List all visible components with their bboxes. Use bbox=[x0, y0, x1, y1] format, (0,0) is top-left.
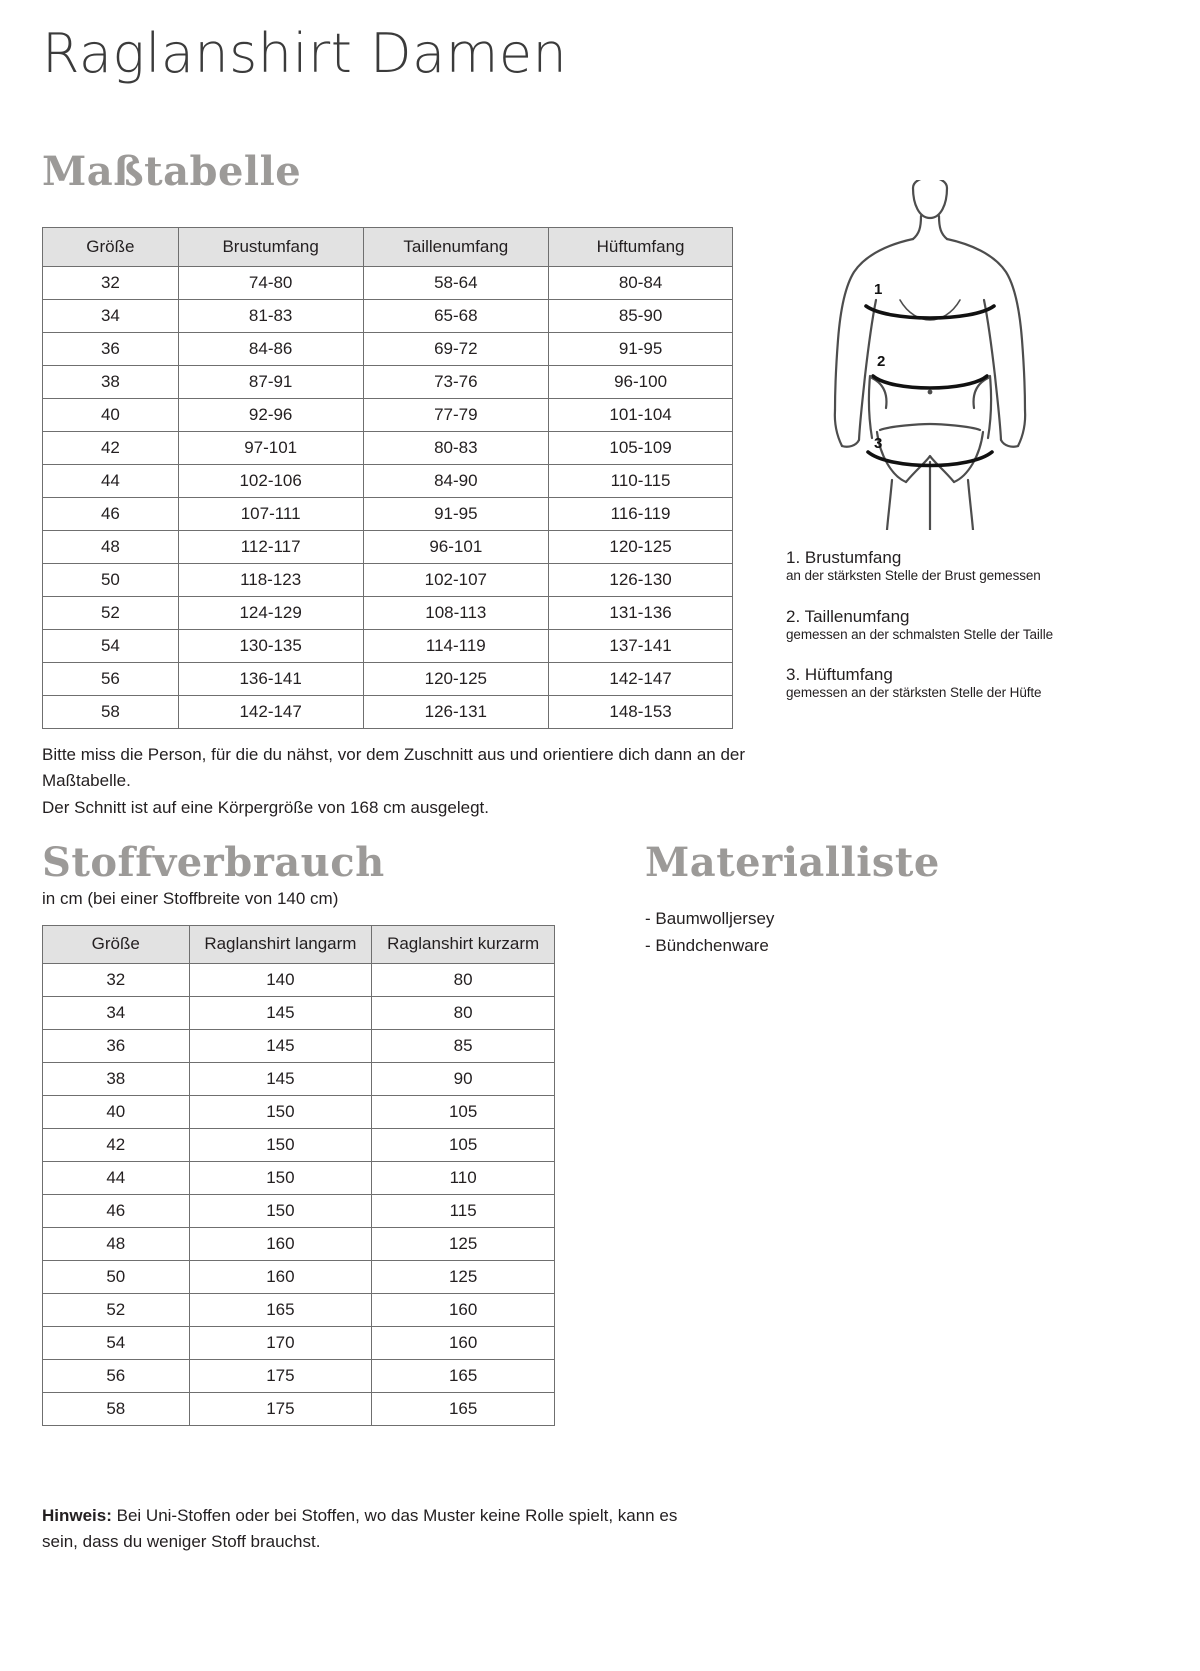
cell-groesse: 46 bbox=[43, 1194, 190, 1227]
cell-huefte: 137-141 bbox=[549, 630, 733, 663]
cell-huefte: 116-119 bbox=[549, 498, 733, 531]
cell-kurzarm: 165 bbox=[372, 1359, 555, 1392]
cell-groesse: 52 bbox=[43, 1293, 190, 1326]
column-header-kurzarm: Raglanshirt kurzarm bbox=[372, 926, 555, 964]
table-row bbox=[43, 597, 733, 630]
cell-huefte: 85-90 bbox=[549, 300, 733, 333]
cell-groesse: 42 bbox=[43, 432, 179, 465]
measure-note bbox=[42, 742, 762, 821]
cell-groesse: 58 bbox=[43, 1392, 190, 1425]
page-title: Raglanshirt Damen bbox=[42, 22, 568, 85]
cell-brust: 102-106 bbox=[178, 465, 363, 498]
table-row bbox=[43, 1359, 555, 1392]
cell-kurzarm: 125 bbox=[372, 1227, 555, 1260]
cell-kurzarm: 80 bbox=[372, 996, 555, 1029]
column-header-taillenumfang: Taillenumfang bbox=[363, 228, 549, 267]
cell-taille: 91-95 bbox=[363, 498, 549, 531]
cell-kurzarm: 110 bbox=[372, 1161, 555, 1194]
cell-langarm: 175 bbox=[189, 1359, 372, 1392]
cell-langarm: 165 bbox=[189, 1293, 372, 1326]
cell-huefte: 101-104 bbox=[549, 399, 733, 432]
cell-taille: 114-119 bbox=[363, 630, 549, 663]
cell-langarm: 150 bbox=[189, 1095, 372, 1128]
cell-taille: 120-125 bbox=[363, 663, 549, 696]
hinweis-label: Hinweis: bbox=[42, 1506, 112, 1525]
table-row bbox=[43, 1326, 555, 1359]
measure-note-line-1: Bitte miss die Person, für die du nähst, vor dem Zuschnitt aus und orientiere dich dann an der Maßtabelle. bbox=[42, 745, 746, 791]
figure-marker-3: 3 bbox=[874, 435, 883, 452]
size-chart-table bbox=[42, 227, 733, 729]
section-heading-materialliste: Materialliste bbox=[645, 839, 940, 886]
cell-kurzarm: 160 bbox=[372, 1293, 555, 1326]
cell-huefte: 126-130 bbox=[549, 564, 733, 597]
table-row bbox=[43, 300, 733, 333]
cell-brust: 84-86 bbox=[178, 333, 363, 366]
table-row bbox=[43, 1260, 555, 1293]
cell-langarm: 175 bbox=[189, 1392, 372, 1425]
cell-groesse: 36 bbox=[43, 333, 179, 366]
cell-langarm: 150 bbox=[189, 1161, 372, 1194]
cell-brust: 124-129 bbox=[178, 597, 363, 630]
cell-brust: 92-96 bbox=[178, 399, 363, 432]
cell-kurzarm: 125 bbox=[372, 1260, 555, 1293]
cell-huefte: 80-84 bbox=[549, 267, 733, 300]
legend-title: 3. Hüftumfang bbox=[786, 665, 893, 684]
table-header-row bbox=[43, 228, 733, 267]
legend-subtitle: an der stärksten Stelle der Brust gemessen bbox=[786, 568, 1041, 584]
cell-huefte: 131-136 bbox=[549, 597, 733, 630]
cell-brust: 87-91 bbox=[178, 366, 363, 399]
column-header-brustumfang: Brustumfang bbox=[178, 228, 363, 267]
section-heading-masstabelle: Maßtabelle bbox=[42, 148, 302, 195]
legend-subtitle: gemessen an der stärksten Stelle der Hüfte bbox=[786, 685, 1042, 701]
cell-kurzarm: 105 bbox=[372, 1128, 555, 1161]
table-row bbox=[43, 1392, 555, 1425]
cell-groesse: 48 bbox=[43, 1227, 190, 1260]
cell-brust: 107-111 bbox=[178, 498, 363, 531]
cell-groesse: 38 bbox=[43, 366, 179, 399]
cell-kurzarm: 85 bbox=[372, 1029, 555, 1062]
cell-taille: 58-64 bbox=[363, 267, 549, 300]
cell-groesse: 56 bbox=[43, 663, 179, 696]
hinweis-note bbox=[42, 1503, 682, 1556]
table-row bbox=[43, 366, 733, 399]
cell-taille: 69-72 bbox=[363, 333, 549, 366]
cell-kurzarm: 90 bbox=[372, 1062, 555, 1095]
section-heading-stoffverbrauch: Stoffverbrauch bbox=[42, 839, 385, 886]
cell-langarm: 150 bbox=[189, 1194, 372, 1227]
table-row bbox=[43, 1293, 555, 1326]
column-header-hueftumfang: Hüftumfang bbox=[549, 228, 733, 267]
cell-brust: 118-123 bbox=[178, 564, 363, 597]
cell-groesse: 50 bbox=[43, 1260, 190, 1293]
cell-groesse: 56 bbox=[43, 1359, 190, 1392]
list-item: - Baumwolljersey bbox=[645, 909, 775, 928]
cell-groesse: 54 bbox=[43, 630, 179, 663]
cell-langarm: 170 bbox=[189, 1326, 372, 1359]
cell-brust: 81-83 bbox=[178, 300, 363, 333]
cell-kurzarm: 160 bbox=[372, 1326, 555, 1359]
table-row bbox=[43, 333, 733, 366]
cell-taille: 108-113 bbox=[363, 597, 549, 630]
cell-huefte: 105-109 bbox=[549, 432, 733, 465]
cell-groesse: 34 bbox=[43, 996, 190, 1029]
cell-groesse: 54 bbox=[43, 1326, 190, 1359]
cell-huefte: 148-153 bbox=[549, 696, 733, 729]
table-row bbox=[43, 267, 733, 300]
cell-langarm: 150 bbox=[189, 1128, 372, 1161]
table-row bbox=[43, 963, 555, 996]
cell-groesse: 32 bbox=[43, 267, 179, 300]
table-row bbox=[43, 399, 733, 432]
materials-list bbox=[645, 905, 774, 959]
cell-huefte: 91-95 bbox=[549, 333, 733, 366]
table-row bbox=[43, 465, 733, 498]
hinweis-text: Bei Uni-Stoffen oder bei Stoffen, wo das Muster keine Rolle spielt, kann es sein, dass du weniger Stoff brauchst. bbox=[42, 1506, 678, 1552]
table-row bbox=[43, 1227, 555, 1260]
measure-note-line-2: Der Schnitt ist auf eine Körpergröße von 168 cm ausgelegt. bbox=[42, 797, 489, 817]
cell-huefte: 96-100 bbox=[549, 366, 733, 399]
cell-langarm: 145 bbox=[189, 1062, 372, 1095]
cell-langarm: 160 bbox=[189, 1227, 372, 1260]
table-row bbox=[43, 1128, 555, 1161]
cell-langarm: 160 bbox=[189, 1260, 372, 1293]
cell-brust: 74-80 bbox=[178, 267, 363, 300]
cell-groesse: 32 bbox=[43, 963, 190, 996]
table-header-row bbox=[43, 926, 555, 964]
cell-kurzarm: 115 bbox=[372, 1194, 555, 1227]
legend-item-taillenumfang bbox=[786, 606, 1116, 644]
legend-title: 2. Taillenumfang bbox=[786, 607, 910, 626]
cell-groesse: 58 bbox=[43, 696, 179, 729]
table-row bbox=[43, 531, 733, 564]
cell-huefte: 142-147 bbox=[549, 663, 733, 696]
cell-groesse: 40 bbox=[43, 1095, 190, 1128]
cell-brust: 142-147 bbox=[178, 696, 363, 729]
table-row bbox=[43, 1161, 555, 1194]
cell-brust: 130-135 bbox=[178, 630, 363, 663]
cell-taille: 73-76 bbox=[363, 366, 549, 399]
fabric-consumption-table bbox=[42, 925, 555, 1426]
cell-brust: 112-117 bbox=[178, 531, 363, 564]
table-row bbox=[43, 696, 733, 729]
table-row bbox=[43, 564, 733, 597]
table-row bbox=[43, 1029, 555, 1062]
table-row bbox=[43, 1095, 555, 1128]
list-item: - Bündchenware bbox=[645, 936, 769, 956]
column-header-groesse: Größe bbox=[43, 926, 190, 964]
cell-huefte: 110-115 bbox=[549, 465, 733, 498]
cell-groesse: 44 bbox=[43, 465, 179, 498]
legend-title: 1. Brustumfang bbox=[786, 548, 902, 567]
cell-groesse: 46 bbox=[43, 498, 179, 531]
legend-item-brustumfang bbox=[786, 547, 1116, 585]
legend-subtitle: gemessen an der schmalsten Stelle der Taille bbox=[786, 627, 1053, 643]
cell-taille: 77-79 bbox=[363, 399, 549, 432]
column-header-groesse: Größe bbox=[43, 228, 179, 267]
cell-groesse: 38 bbox=[43, 1062, 190, 1095]
cell-taille: 126-131 bbox=[363, 696, 549, 729]
table-row bbox=[43, 663, 733, 696]
waist-measurement-line bbox=[873, 376, 987, 388]
cell-taille: 96-101 bbox=[363, 531, 549, 564]
figure-marker-2: 2 bbox=[877, 353, 886, 370]
cell-taille: 65-68 bbox=[363, 300, 549, 333]
female-torso-illustration bbox=[780, 180, 1110, 530]
cell-langarm: 140 bbox=[189, 963, 372, 996]
column-header-langarm: Raglanshirt langarm bbox=[189, 926, 372, 964]
cell-kurzarm: 80 bbox=[372, 963, 555, 996]
cell-taille: 80-83 bbox=[363, 432, 549, 465]
cell-groesse: 36 bbox=[43, 1029, 190, 1062]
cell-langarm: 145 bbox=[189, 1029, 372, 1062]
bust-measurement-line bbox=[866, 306, 994, 318]
cell-kurzarm: 105 bbox=[372, 1095, 555, 1128]
stoffverbrauch-subcaption: in cm (bei einer Stoffbreite von 140 cm) bbox=[42, 889, 339, 908]
table-row bbox=[43, 1194, 555, 1227]
table-row bbox=[43, 1062, 555, 1095]
cell-taille: 84-90 bbox=[363, 465, 549, 498]
table-row bbox=[43, 432, 733, 465]
figure-marker-1: 1 bbox=[874, 281, 883, 298]
cell-groesse: 48 bbox=[43, 531, 179, 564]
cell-langarm: 145 bbox=[189, 996, 372, 1029]
cell-kurzarm: 165 bbox=[372, 1392, 555, 1425]
cell-groesse: 44 bbox=[43, 1161, 190, 1194]
table-row bbox=[43, 996, 555, 1029]
cell-groesse: 40 bbox=[43, 399, 179, 432]
cell-brust: 136-141 bbox=[178, 663, 363, 696]
cell-brust: 97-101 bbox=[178, 432, 363, 465]
cell-groesse: 50 bbox=[43, 564, 179, 597]
legend-item-hueftumfang bbox=[786, 664, 1116, 702]
body-measurement-figure bbox=[780, 180, 1110, 530]
cell-groesse: 42 bbox=[43, 1128, 190, 1161]
cell-huefte: 120-125 bbox=[549, 531, 733, 564]
table-row bbox=[43, 498, 733, 531]
table-row bbox=[43, 630, 733, 663]
cell-groesse: 52 bbox=[43, 597, 179, 630]
cell-taille: 102-107 bbox=[363, 564, 549, 597]
cell-groesse: 34 bbox=[43, 300, 179, 333]
